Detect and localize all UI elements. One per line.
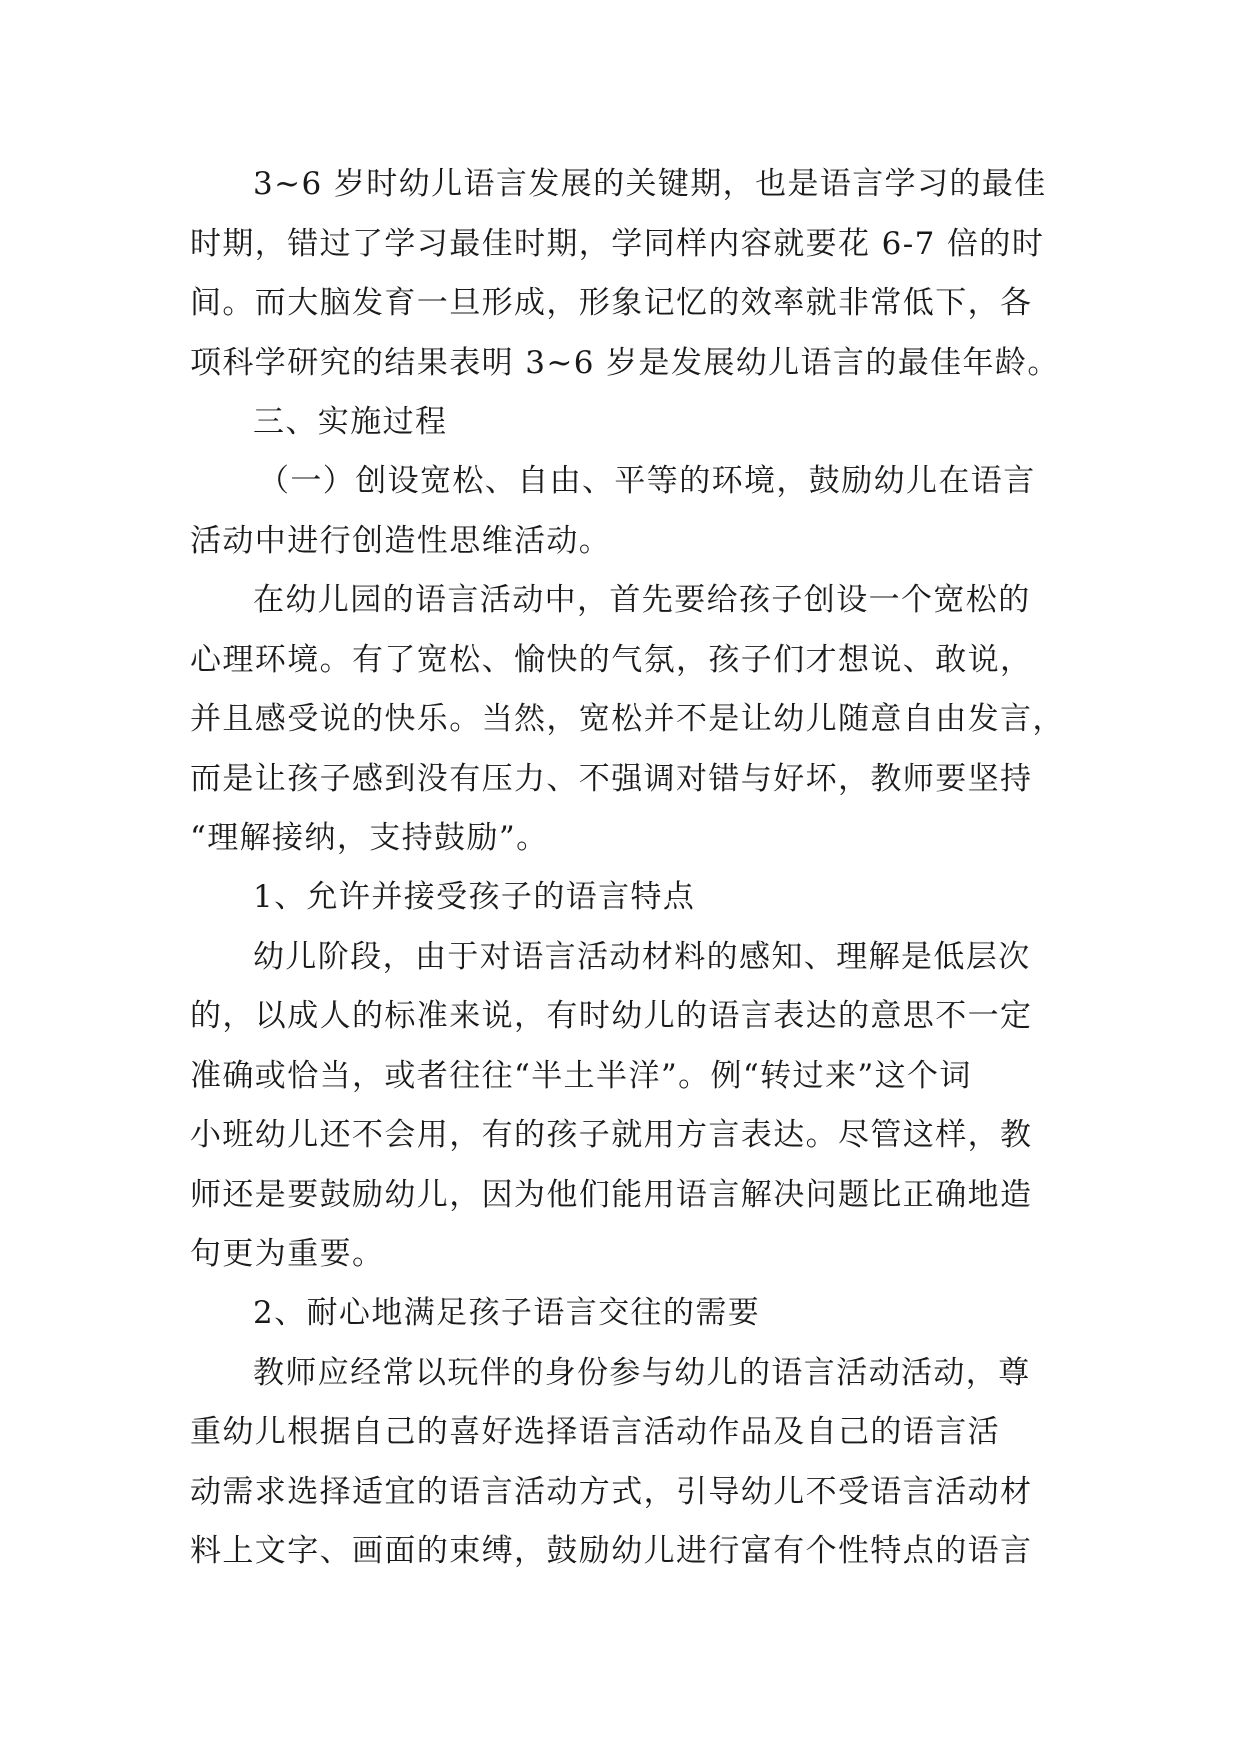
paragraph-line: 师还是要鼓励幼儿，因为他们能用语言解决问题比正确地造 (190, 1177, 1033, 1213)
paragraph-line: 时期，错过了学习最佳时期，学同样内容就要花 6-7 倍的时 (190, 226, 1045, 262)
paragraph-line: 的，以成人的标准来说，有时幼儿的语言表达的意思不一定 (190, 998, 1033, 1034)
paragraph-line: 料上文字、画面的束缚，鼓励幼儿进行富有个性特点的语言 (190, 1533, 1033, 1569)
paragraph-line: 动需求选择适宜的语言活动方式，引导幼儿不受语言活动材 (190, 1474, 1033, 1510)
paragraph-line: 幼儿阶段，由于对语言活动材料的感知、理解是低层次 (253, 939, 1031, 975)
paragraph-line: 句更为重要。 (190, 1236, 385, 1272)
paragraph-line: 而是让孩子感到没有压力、不强调对错与好坏，教师要坚持 (190, 761, 1033, 797)
subsection-heading-cont: 活动中进行创造性思维活动。 (190, 523, 612, 559)
paragraph-line: “理解接纳，支持鼓励”。 (190, 820, 549, 856)
subsection-heading: （一）创设宽松、自由、平等的环境，鼓励幼儿在语言 (258, 463, 1036, 499)
paragraph-line: 准确或恰当，或者往往“半土半洋”。例“转过来”这个词 (190, 1058, 972, 1094)
paragraph-line: 间。而大脑发育一旦形成，形象记忆的效率就非常低下，各 (190, 285, 1033, 321)
paragraph-line: 3~6 岁时幼儿语言发展的关键期，也是语言学习的最佳 (253, 166, 1047, 202)
paragraph-line: 小班幼儿还不会用，有的孩子就用方言表达。尽管这样，教 (190, 1117, 1033, 1153)
item-heading: 1、允许并接受孩子的语言特点 (253, 879, 696, 915)
item-heading: 2、耐心地满足孩子语言交往的需要 (253, 1295, 761, 1331)
paragraph-line: 项科学研究的结果表明 3~6 岁是发展幼儿语言的最佳年龄。 (190, 345, 1060, 381)
paragraph-line: 并且感受说的快乐。当然，宽松并不是让幼儿随意自由发言， (190, 701, 1065, 737)
section-heading: 三、实施过程 (253, 404, 448, 440)
paragraph-line: 在幼儿园的语言活动中，首先要给孩子创设一个宽松的 (253, 582, 1031, 618)
paragraph-line: 教师应经常以玩伴的身份参与幼儿的语言活动活动，尊 (253, 1355, 1031, 1391)
paragraph-line: 心理环境。有了宽松、愉快的气氛，孩子们才想说、敢说， (190, 642, 1033, 678)
paragraph-line: 重幼儿根据自己的喜好选择语言活动作品及自己的语言活 (190, 1414, 1000, 1450)
